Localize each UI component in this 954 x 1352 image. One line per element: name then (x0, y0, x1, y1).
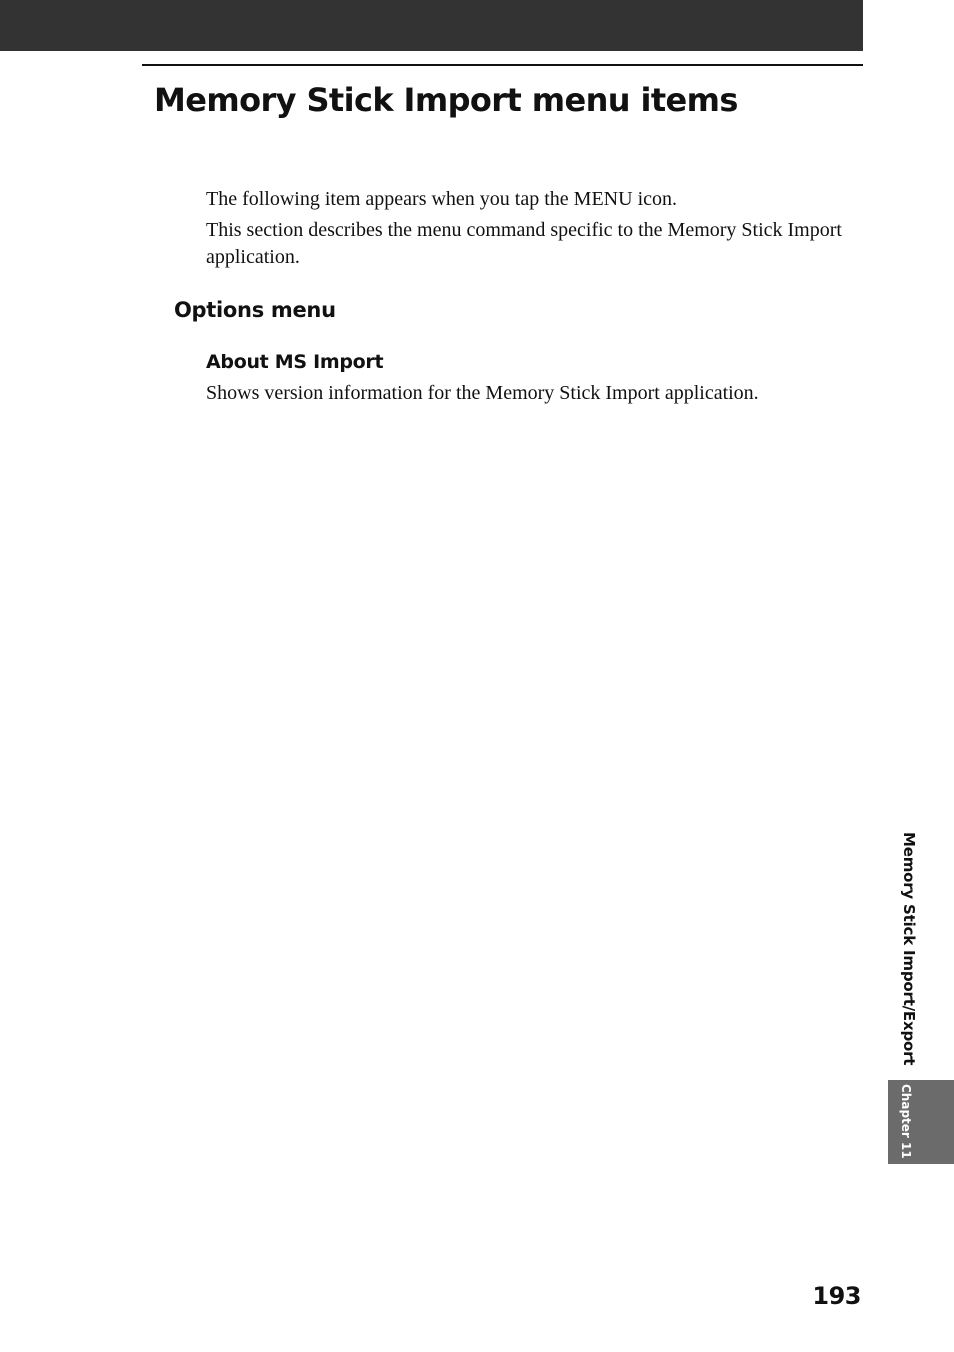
page-number: 193 (812, 1282, 861, 1310)
intro-paragraph-2: This section describes the menu command specific to the Memory Stick Import application. (206, 219, 842, 268)
title-rule (142, 64, 863, 66)
chapter-label: Chapter 11 (899, 1084, 913, 1159)
page-title: Memory Stick Import menu items (154, 81, 738, 119)
side-chapter-title: Memory Stick Import/Export (900, 832, 918, 1066)
chapter-tab (888, 1080, 954, 1164)
menu-item-description: Shows version information for the Memory Stick Import application. (206, 382, 759, 404)
intro-paragraph-1: The following item appears when you tap the MENU icon. (206, 188, 677, 210)
header-bar (0, 0, 863, 51)
menu-item-about-ms-import: About MS Import (206, 351, 384, 373)
section-heading-options-menu: Options menu (174, 298, 336, 322)
